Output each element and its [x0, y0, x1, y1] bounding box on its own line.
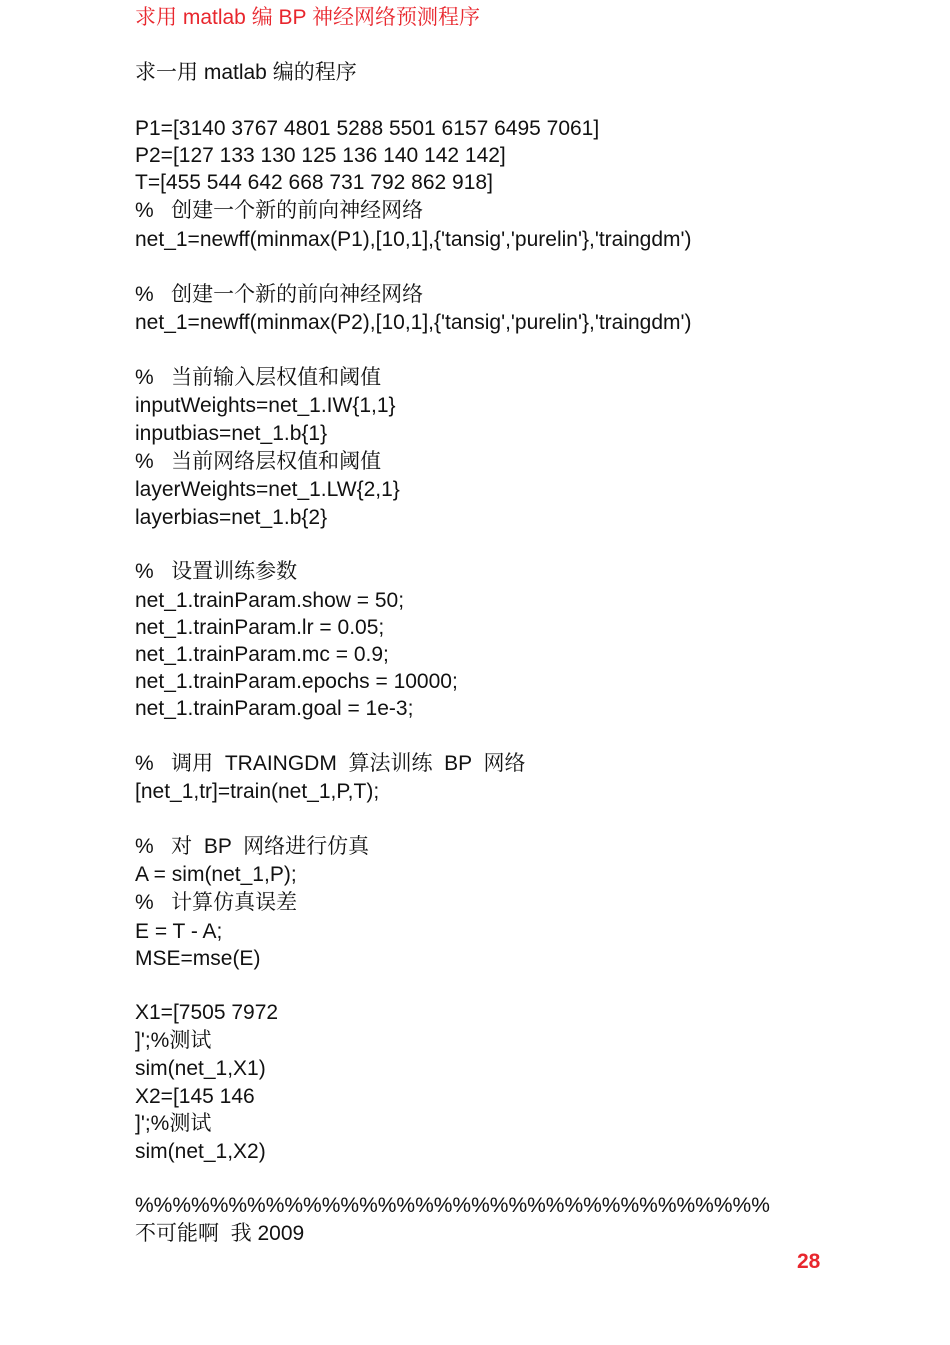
- code-line-p1: P1=[3140 3767 4801 5288 5501 6157 6495 7061]: [135, 117, 600, 140]
- separator-line: %%%%%%%%%%%%%%%%%%%%%%%%%%%%%%%%%%: [135, 1194, 770, 1217]
- code-line-x1: X1=[7505 7972: [135, 1001, 279, 1024]
- comment-line: % 设置训练参数: [135, 560, 298, 583]
- page-number: 28: [797, 1250, 821, 1273]
- comment-line: % 创建一个新的前向神经网络: [135, 199, 424, 222]
- code-line-inputbias: inputbias=net_1.b{1}: [135, 422, 328, 445]
- code-line-layerbias: layerbias=net_1.b{2}: [135, 506, 328, 529]
- code-line-sim-x1: sim(net_1,X1): [135, 1057, 266, 1080]
- comment-line: % 当前输入层权值和阈值: [135, 366, 382, 389]
- comment-line: % 对 BP 网络进行仿真: [135, 835, 370, 858]
- code-line-layerweights: layerWeights=net_1.LW{2,1}: [135, 478, 400, 501]
- code-line-train-epochs: net_1.trainParam.epochs = 10000;: [135, 670, 458, 693]
- comment-line: % 当前网络层权值和阈值: [135, 450, 382, 473]
- code-line-train-show: net_1.trainParam.show = 50;: [135, 589, 405, 612]
- code-line-train-lr: net_1.trainParam.lr = 0.05;: [135, 616, 385, 639]
- code-line-inputweights: inputWeights=net_1.IW{1,1}: [135, 394, 396, 417]
- code-line-x2: X2=[145 146: [135, 1085, 255, 1108]
- code-line-newff-p2: net_1=newff(minmax(P2),[10,1],{'tansig','purelin'},'traingdm'): [135, 311, 692, 334]
- page-title: 求用 matlab 编 BP 神经网络预测程序: [135, 6, 481, 29]
- code-line-newff-p1: net_1=newff(minmax(P1),[10,1],{'tansig','purelin'},'traingdm'): [135, 228, 692, 251]
- code-line-error: E = T - A;: [135, 920, 223, 943]
- closing-remark: 不可能啊 我 2009: [135, 1222, 305, 1245]
- code-line-x1-end: ]';%测试: [135, 1029, 212, 1052]
- question-line: 求一用 matlab 编的程序: [135, 61, 357, 84]
- comment-line: % 计算仿真误差: [135, 891, 298, 914]
- code-line-x2-end: ]';%测试: [135, 1112, 212, 1135]
- code-line-mse: MSE=mse(E): [135, 947, 261, 970]
- code-line-p2: P2=[127 133 130 125 136 140 142 142]: [135, 144, 506, 167]
- code-line-train-mc: net_1.trainParam.mc = 0.9;: [135, 643, 389, 666]
- code-line-t: T=[455 544 642 668 731 792 862 918]: [135, 171, 493, 194]
- code-line-sim: A = sim(net_1,P);: [135, 863, 297, 886]
- code-line-train: [net_1,tr]=train(net_1,P,T);: [135, 780, 380, 803]
- code-line-sim-x2: sim(net_1,X2): [135, 1140, 266, 1163]
- code-line-train-goal: net_1.trainParam.goal = 1e-3;: [135, 697, 414, 720]
- comment-line: % 创建一个新的前向神经网络: [135, 283, 424, 306]
- comment-line: % 调用 TRAINGDM 算法训练 BP 网络: [135, 752, 526, 775]
